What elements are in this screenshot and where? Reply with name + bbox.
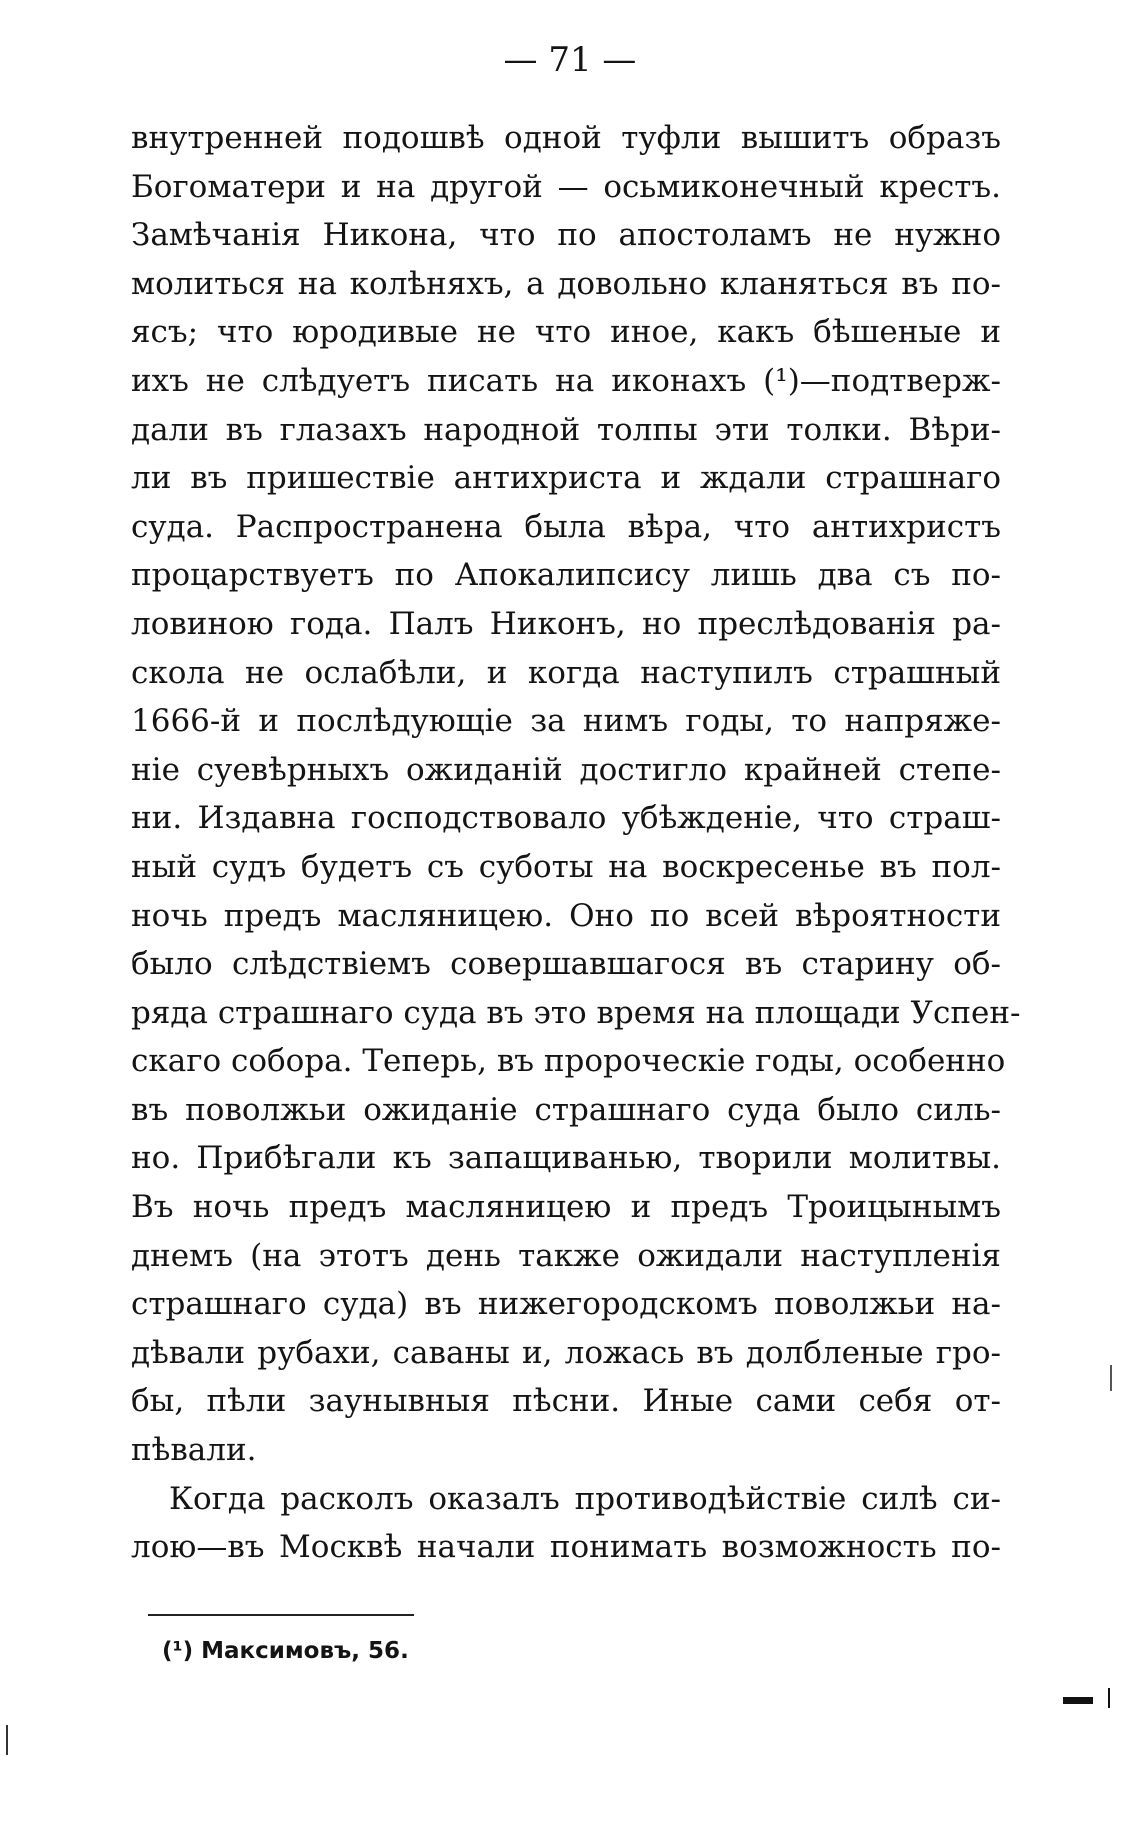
text-line: ни. Издавна господствовало убѣжденіе, что страш- (131, 800, 1001, 837)
scan-mark (1110, 1365, 1112, 1391)
text-line: скаго собора. Теперь, въ пророческіе годы, особенно (131, 1043, 1006, 1080)
text-line: дали въ глазахъ народной толпы эти толки. Вѣри- (131, 411, 1001, 448)
text-line: Богоматери и на другой — осьмиконечный крестъ. (131, 168, 1001, 205)
text-line: молиться на колѣняхъ, а довольно кланяться въ по- (131, 265, 1001, 302)
text-line: ясъ; что юродивые не что иное, какъ бѣшеные и (131, 314, 1001, 351)
text-line: ніе суевѣрныхъ ожиданій достигло крайней степе- (131, 751, 1001, 788)
text-line: въ поволжьи ожиданіе страшнаго суда было силь- (131, 1091, 1001, 1128)
footnote: (¹) Максимовъ, 56. (162, 1638, 409, 1664)
scan-mark (6, 1725, 8, 1755)
text-line: процарствуетъ по Апокалипсису лишь два съ по- (131, 557, 1001, 594)
text-line: дѣвали рубахи, саваны и, ложась въ долбленые гро- (131, 1334, 1001, 1371)
text-line: ихъ не слѣдуетъ писать на иконахъ (¹)—подтверж- (131, 362, 1001, 399)
text-line: ловиною года. Палъ Никонъ, но преслѣдованія ра- (131, 605, 1001, 642)
text-line: лою—въ Москвѣ начали понимать возможность по- (131, 1529, 1001, 1566)
text-line: пѣвали. (131, 1432, 257, 1469)
text-line: ночь предъ масляницею. Оно по всей вѣроятности (131, 897, 1001, 934)
text-line: страшнаго суда) въ нижегородскомъ поволжьи на- (131, 1286, 1001, 1323)
page-number: — 71 — (503, 40, 637, 80)
text-line: ли въ пришествіе антихриста и ждали страшнаго (131, 460, 1001, 497)
text-line: суда. Распространена была вѣра, что антихристъ (131, 508, 1001, 545)
text-line: внутренней подошвѣ одной туфли вышитъ образъ (131, 120, 1001, 156)
text-line: но. Прибѣгали къ запащиванью, творили молитвы. (131, 1140, 1001, 1177)
body-text (131, 114, 1021, 1572)
text-line: Замѣчанія Никона, что по апостоламъ не нужно (131, 217, 1001, 254)
text-line: Когда расколъ оказалъ противодѣйствіе силѣ си- (169, 1480, 1001, 1517)
text-line: бы, пѣли заунывныя пѣсни. Иные сами себя от- (131, 1383, 1001, 1420)
text-line: днемъ (на этотъ день также ожидали наступленія (131, 1237, 1001, 1274)
scan-mark (1063, 1697, 1093, 1704)
text-line: скола не ослабѣли, и когда наступилъ страшный (131, 654, 1001, 691)
text-line: ряда страшнаго суда въ это время на площади Успен- (131, 994, 1021, 1031)
text-line: было слѣдствіемъ совершавшагося въ старину об- (131, 946, 1001, 983)
scan-mark (1108, 1688, 1110, 1708)
text-line: 1666-й и послѣдующіе за нимъ годы, то напряже- (131, 703, 1001, 740)
text-line: Въ ночь предъ масляницею и предъ Троицынымъ (131, 1189, 1001, 1226)
text-line: ный судъ будетъ съ суботы на воскресенье въ пол- (131, 848, 1001, 885)
footnote-rule (148, 1614, 414, 1616)
